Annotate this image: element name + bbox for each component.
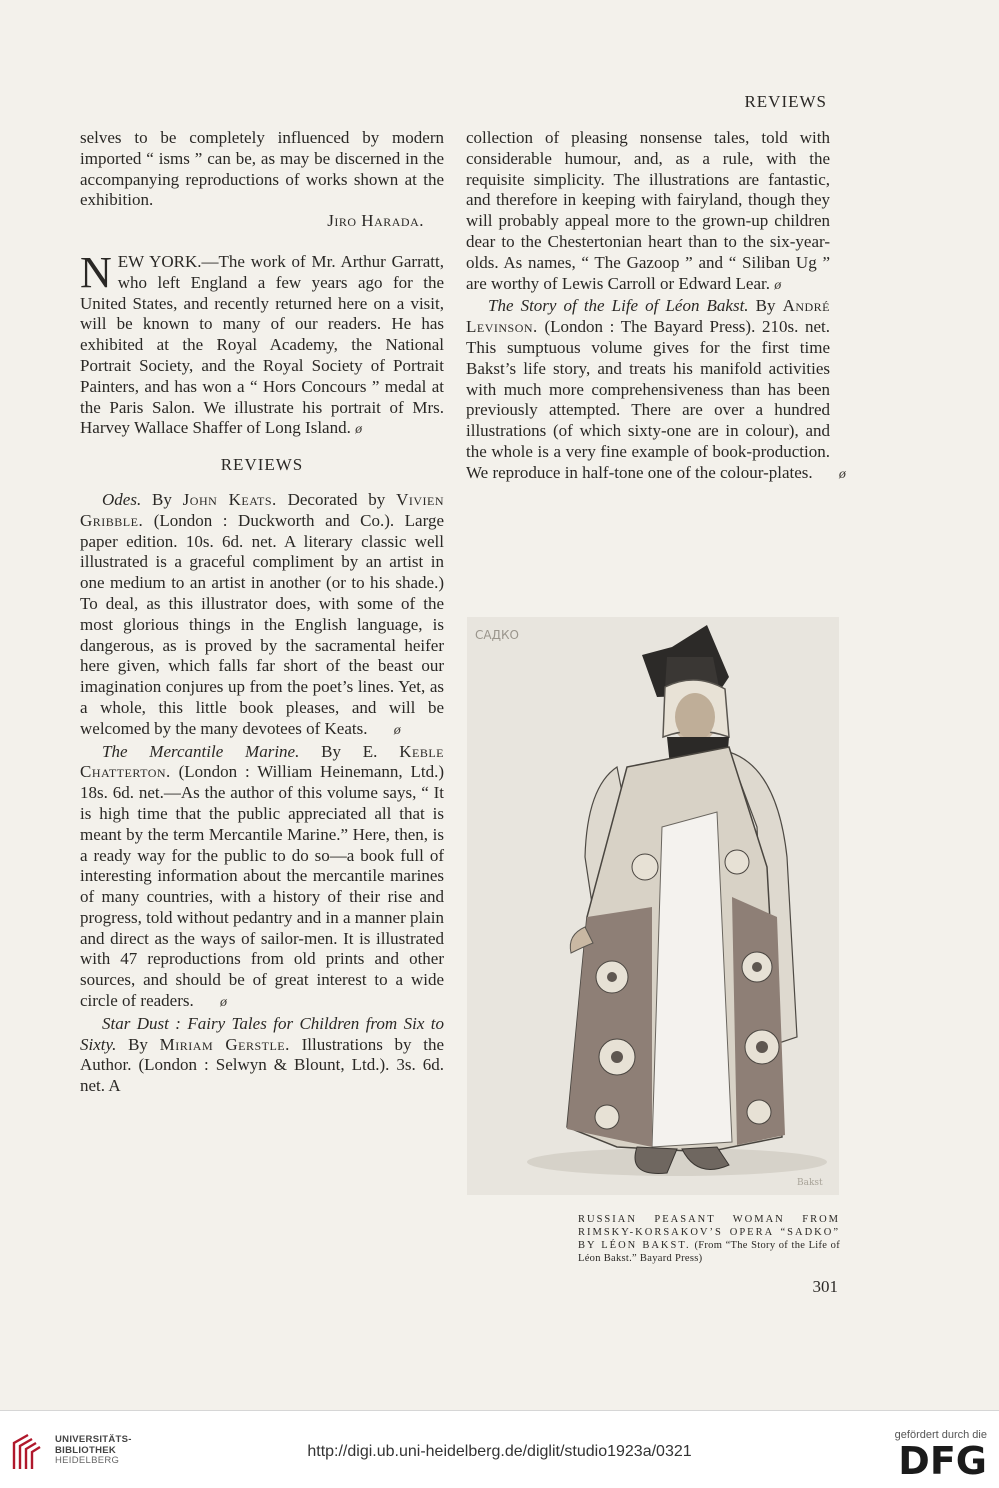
- drop-cap: N: [80, 247, 112, 297]
- star-dust-continuation: [466, 128, 830, 296]
- continuation-paragraph: selves to be completely influenced by modern imported “ isms ” can be, as may be discerned in the accompanying reproductions of works shown at the exhibition.: [80, 128, 444, 210]
- library-name-line: UNIVERSITÄTS-: [55, 1434, 132, 1445]
- review-text: (London : Duckworth and Co.). Large paper edition. 10s. 6d. net. A literary classic well illustrated is a graceful compliment by an artist in one medium to an artist in another (or to his shade.) To deal, as this illustrator does, with some of the most glorious things in the English language, is dangerous, as is proved by the sacramental heifer here given, which falls far short of the beast our imagination conjures up from the poet’s lines. Yet, as a whole, this little book pleases, and will be welcomed by the many devotees of Keats.: [80, 510, 444, 738]
- book-illustrator: Vivien Gribble.: [80, 489, 445, 530]
- book-title: Odes.: [102, 489, 142, 509]
- plate-corner-label: САДКО: [475, 628, 519, 642]
- ornament-icon: ø: [838, 466, 846, 482]
- ornament-icon: ø: [355, 422, 363, 438]
- review-mercantile-marine: [80, 742, 444, 1014]
- dfg-funding[interactable]: [894, 1429, 987, 1483]
- costume-figure-drawing: [467, 617, 839, 1195]
- by-text: By: [755, 296, 776, 316]
- review-text: collection of pleasing nonsense tales, told with considerable humour, and, as a rule, with the requisite simplicity. The illustrations are fantastic, and therefore in keeping with fairyland, though they will probably appeal more to the grown-up children dear to the Chestertonian heart than to the six-year-olds. As names, “ The Gazoop ” and “ Siliban Ug ” are worthy of Lewis Carroll or Edward Lear.: [466, 128, 830, 293]
- book-author: Miriam Gerstle.: [159, 1034, 290, 1054]
- book-author: André Levinson.: [466, 296, 831, 337]
- bakst-illustration: [467, 617, 839, 1195]
- review-text: Illustrations by the Author. (London : Selwyn & Blount, Ltd.). 3s. 6d. net. A: [80, 1034, 445, 1096]
- review-odes: [80, 490, 444, 742]
- permalink-url[interactable]: http://digi.ub.uni-heidelberg.de/diglit/studio1923a/0321: [307, 1443, 692, 1460]
- book-title: The Mercantile Marine.: [102, 741, 300, 761]
- by-text: By: [128, 1034, 148, 1054]
- svg-text:Bakst: Bakst: [797, 1178, 823, 1188]
- page-number: 301: [812, 1277, 838, 1296]
- left-column: [80, 128, 444, 1097]
- book-title: Star Dust : Fairy Tales for Children from Six to Sixty.: [80, 1013, 444, 1054]
- by-text: By E.: [321, 741, 378, 761]
- library-name-line: HEIDELBERG: [55, 1455, 120, 1466]
- section-heading: REVIEWS: [220, 455, 304, 475]
- ornament-icon: ø: [774, 277, 782, 293]
- author-signature: Jiro Harada.: [327, 211, 424, 231]
- caption-title: RUSSIAN PEASANT WOMAN FROM RIMSKY-KORSAKOV’S OPERA “SADKO” BY LÉON BAKST.: [578, 1214, 840, 1251]
- caption-source: (From “The Story of the Life of Léon Bakst.” Bayard Press): [578, 1240, 840, 1264]
- review-text: (London : William Heinemann, Ltd.) 18s. 6d. net.—As the author of this volume says, “ It is high time that the public appreciated all that is meant by the term Mercantile Marine.” Here, then, is a ready way for the public to do so—a book full of interesting information about the mercantile marines of many countries, with a history of their rise and progress, told without pedantry and in a manner plain and direct as the ways of sailor-men. It is illustrated with 47 reproductions from old prints and other sources, and should be of great interest to a wide circle of readers.: [80, 762, 444, 1011]
- digitization-footer: [0, 1410, 999, 1488]
- book-title: The Story of the Life of Léon Bakst.: [488, 296, 749, 316]
- plate-caption: [578, 1213, 840, 1265]
- running-head: REVIEWS: [744, 92, 827, 111]
- review-text: (London : The Bayard Press). 210s. net. This sumptuous volume gives for the first time Bakst’s life story, and treats his manifold activities with much more comprehensiveness than has been previously attempted. There are over a hundred illustrations (of which sixty-one are in colour), and the whole is a very fine example of book-production. We reproduce in half-tone one of the colour-plates.: [466, 317, 831, 482]
- library-name-line: BIBLIOTHEK: [55, 1444, 117, 1456]
- new-york-paragraph: [80, 247, 444, 441]
- right-column: [466, 128, 846, 486]
- book-author: John Keats.: [182, 489, 277, 509]
- dfg-logo-icon: DFG: [898, 1439, 987, 1483]
- ornament-icon: ø: [219, 995, 227, 1011]
- by-text: By: [152, 489, 172, 509]
- review-star-dust: [80, 1014, 444, 1097]
- funding-note: gefördert durch die: [894, 1429, 987, 1441]
- new-york-text: EW YORK.—The work of Mr. Arthur Garratt, who left England a few years ago for the United States, and recently returned here on a visit, will be known to many of our readers. He has exhibited at the Royal Academy, the National Portrait Society, and the Royal Society of Portrait Painters, and has won a “ Hors Concours ” medal at the Paris Salon. We illustrate his portrait of Mrs. Harvey Wallace Shaffer of Long Island.: [80, 251, 444, 438]
- review-bakst: [466, 296, 846, 485]
- decorated-by-text: Decorated by: [287, 489, 386, 509]
- ornament-icon: ø: [393, 722, 401, 738]
- book-author: Keble Chatterton.: [80, 741, 444, 782]
